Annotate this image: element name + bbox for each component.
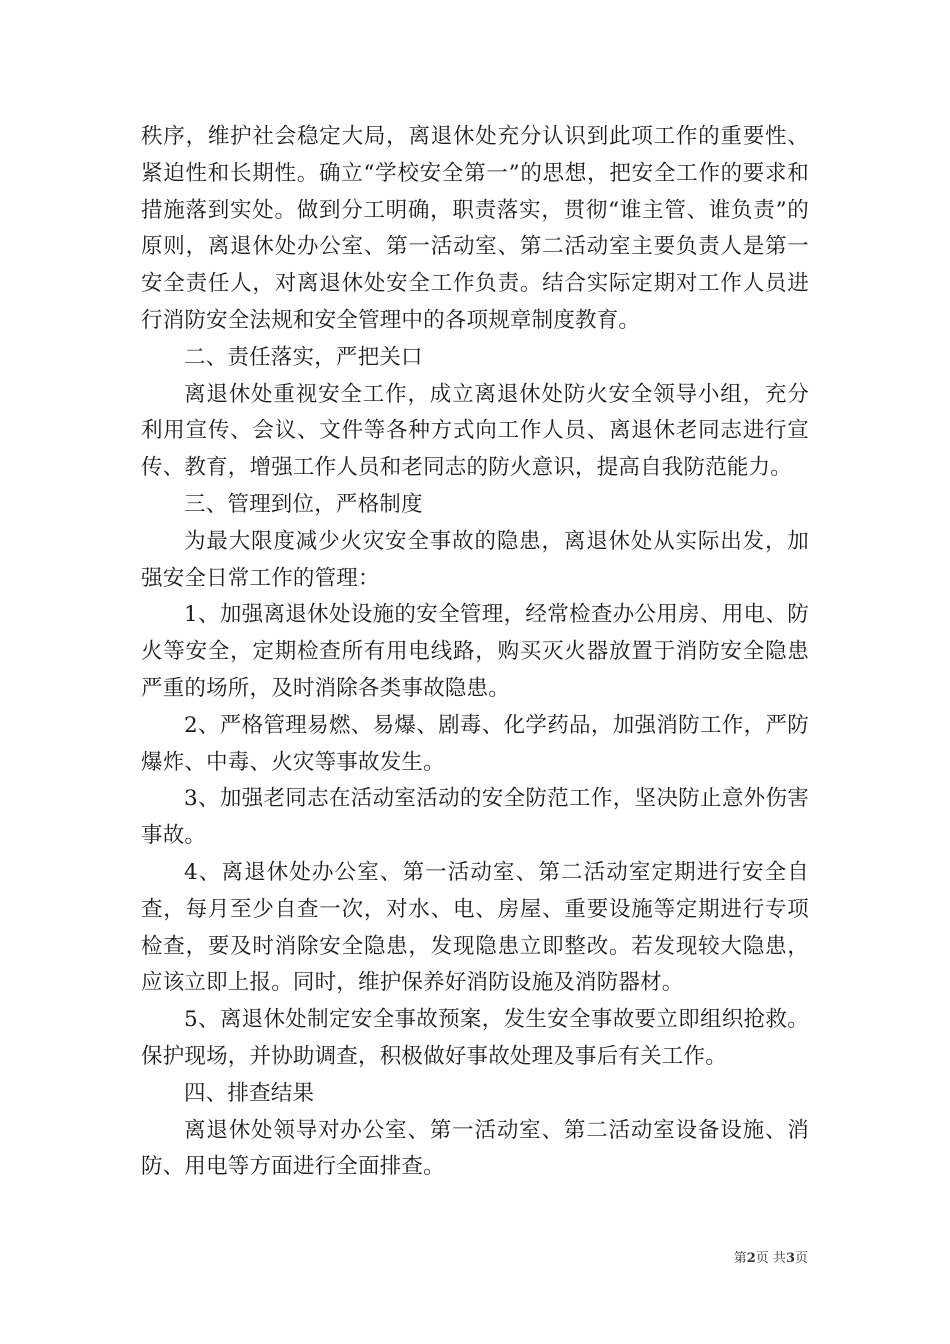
footer-prefix: 第 (733, 1251, 747, 1266)
document-body (141, 119, 809, 1186)
list-item-1: 1、加强离退休处设施的安全管理，经常检查办公用房、用电、防火等安全，定期检查所有用电线路，购买灭火器放置于消防安全隐患严重的场所，及时消除各类事故隐患。 (141, 602, 809, 701)
list-item-3: 3、加强老同志在活动室活动的安全防范工作，坚决防止意外伤害事故。 (141, 786, 809, 849)
paragraph: 为最大限度减少火灾安全事故的隐患，离退休处从实际出发，加强安全日常工作的管理： (141, 528, 809, 591)
paragraph: 离退休处重视安全工作，成立离退休处防火安全领导小组，充分利用宣传、会议、文件等各种方式向工作人员、离退休老同志进行宣传、教育，增强工作人员和老同志的防火意识，提高自我防范能力。 (141, 381, 809, 481)
page-number-footer (734, 1247, 808, 1266)
list-item-4: 4、离退休处办公室、第一活动室、第二活动室定期进行安全自查，每月至少自查一次，对水、电、房屋、重要设施等定期进行专项检查，要及时消除安全隐患，发现隐患立即整改。若发现较大隐患，应该立即上报。同时，维护保养好消防设施及消防器材。 (141, 859, 809, 996)
footer-suffix: 页 (794, 1251, 808, 1266)
list-item-5: 5、离退休处制定安全事故预案，发生安全事故要立即组织抢救。保护现场，并协助调查，积极做好事故处理及事后有关工作。 (141, 1007, 809, 1069)
section-heading-3: 三、管理到位，严格制度 (184, 491, 423, 517)
list-item-2: 2、严格管理易燃、易爆、剧毒、化学药品，加强消防工作，严防爆炸、中毒、火灾等事故发生。 (141, 712, 809, 775)
paragraph-continuation: 秩序，维护社会稳定大局，离退休处充分认识到此项工作的重要性、紧迫性和长期性。确立“学校安全第一”的思想，把安全工作的要求和措施落到实处。做到分工明确，职责落实，贯彻“谁主管、谁负责”的原则，离退休处办公室、第一活动室、第二活动室主要负责人是第一安全责任人，对离退休处安全工作负责。结合实际定期对工作人员进行消防安全法规和安全管理中的各项规章制度教育。 (141, 124, 809, 333)
footer-middle: 页 共 (755, 1251, 786, 1266)
paragraph: 离退休处领导对办公室、第一活动室、第二活动室设备设施、消防、用电等方面进行全面排查。 (141, 1117, 809, 1180)
section-heading-4: 四、排查结果 (184, 1080, 315, 1106)
current-page-number: 2 (746, 1251, 756, 1266)
section-heading-2: 二、责任落实，严把关口 (184, 344, 423, 370)
total-pages-number: 3 (785, 1251, 795, 1266)
